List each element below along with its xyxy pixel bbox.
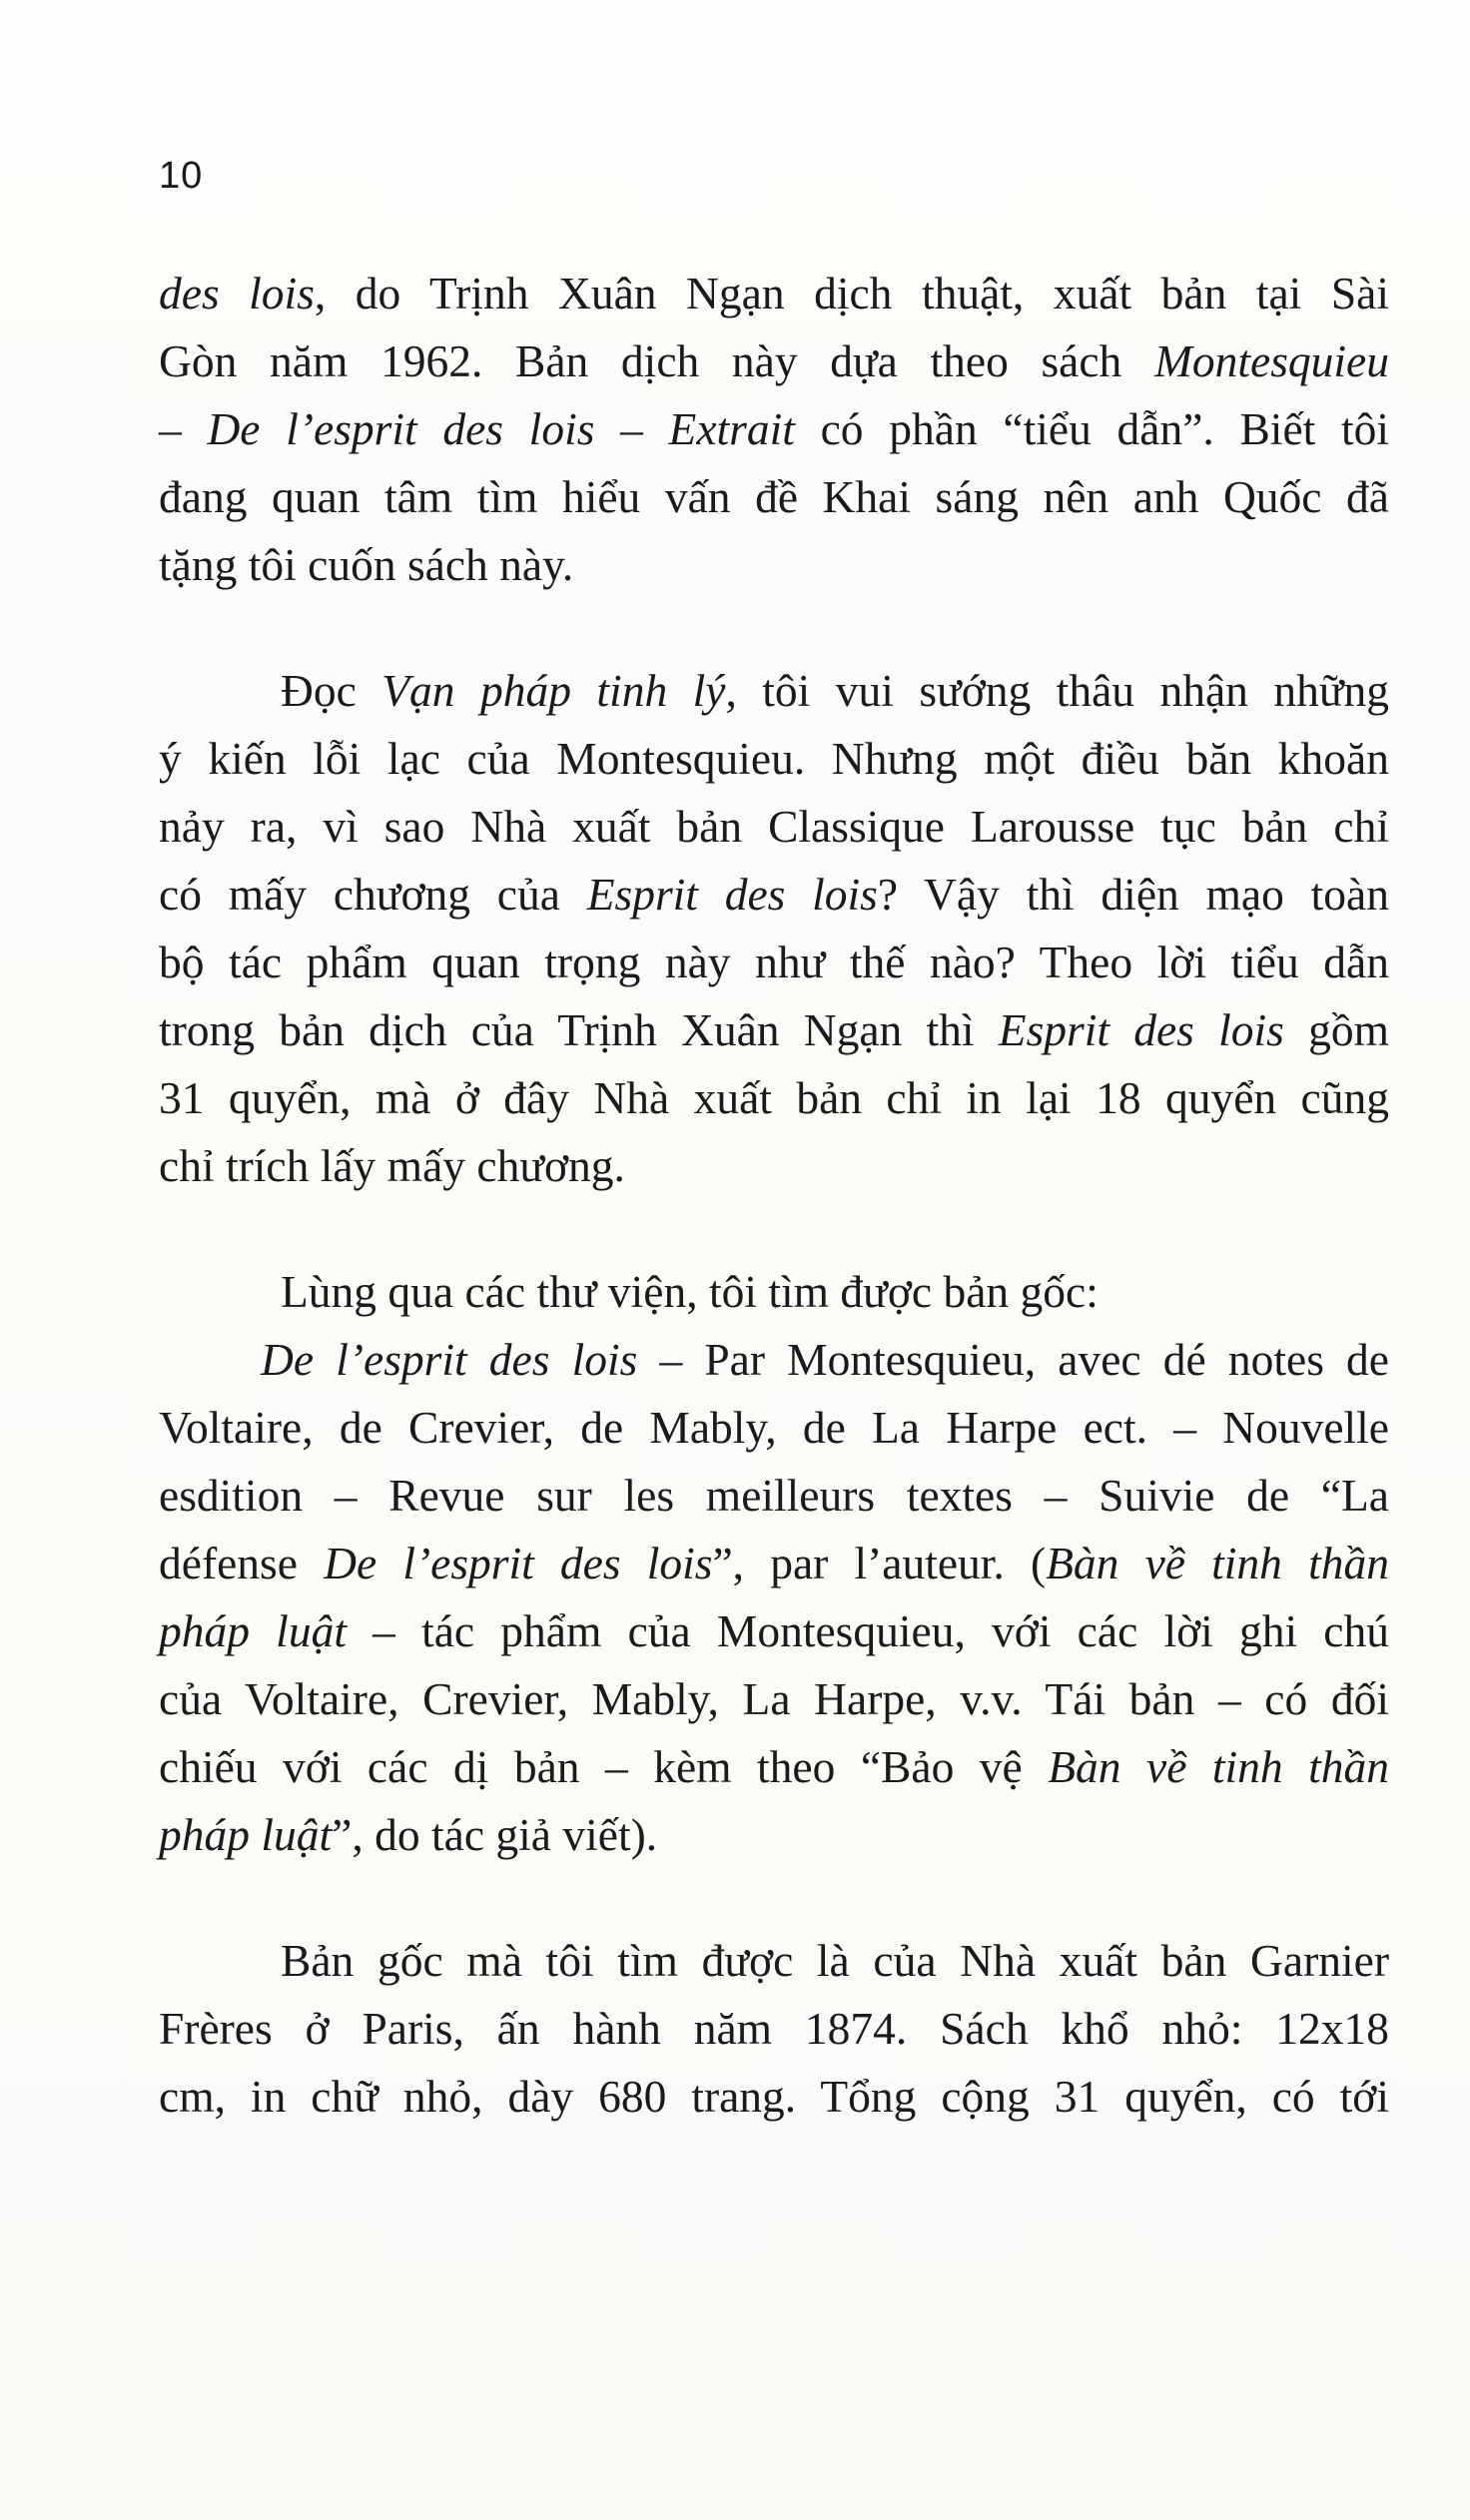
text-line: trong bản dịch của Trịnh Xuân Ngạn thì Esprit des lois gồm [159, 1004, 1389, 1055]
text-line: của Voltaire, Crevier, Mably, La Harpe, v.v. Tái bản – có đối [159, 1673, 1389, 1724]
text-line: – De l’esprit des lois – Extrait có phần “tiểu dẫn”. Biết tôi [159, 403, 1390, 454]
text-line: Voltaire, de Crevier, de Mably, de La Harpe ect. – Nouvelle [159, 1402, 1389, 1453]
italic-title: Bàn về tinh thần [1048, 1741, 1390, 1792]
text-line: bộ tác phẩm quan trọng này như thế nào? Theo lời tiểu dẫn [159, 937, 1389, 987]
text-line: chỉ trích lấy mấy chương. [159, 1140, 625, 1191]
text-line: 31 quyển, mà ở đây Nhà xuất bản chỉ in lại 18 quyển cũng [159, 1072, 1389, 1123]
text-line: esdition – Revue sur les meilleurs textes – Suivie de “La [159, 1470, 1389, 1521]
text-line: có mấy chương của Esprit des lois? Vậy thì diện mạo toàn [159, 869, 1389, 920]
italic-title: De l’esprit des lois – Extrait [207, 403, 795, 454]
text-line: défense De l’esprit des lois”, par l’auteur. (Bàn về tinh thần [159, 1538, 1389, 1588]
text-line: cm, in chữ nhỏ, dày 680 trang. Tổng cộng 31 quyển, có tới [159, 2071, 1389, 2122]
body-text [159, 260, 1389, 2131]
text-line: chiếu với các dị bản – kèm theo “Bảo vệ Bàn về tinh thần [159, 1741, 1390, 1792]
italic-title: Esprit des lois [998, 1004, 1284, 1055]
italic-title: pháp luật [159, 1605, 347, 1656]
italic-title: Vạn pháp tinh lý [381, 665, 726, 716]
text-line: Frères ở Paris, ấn hành năm 1874. Sách khổ nhỏ: 12x18 [159, 2003, 1389, 2054]
italic-title: De l’esprit des lois [261, 1334, 638, 1385]
paragraph-4 [159, 1927, 1389, 2131]
italic-title: Montesquieu [1153, 335, 1389, 386]
text-line: Đọc Vạn pháp tinh lý, tôi vui sướng thâu nhận những [281, 665, 1389, 716]
text-line: đang quan tâm tìm hiểu vấn đề Khai sáng nên anh Quốc đã [159, 471, 1389, 522]
paragraph-gap [159, 1869, 1389, 1927]
paragraph-2 [159, 657, 1389, 1200]
text-line: ý kiến lỗi lạc của Montesquieu. Nhưng một điều băn khoăn [159, 733, 1389, 784]
text-line: nảy ra, vì sao Nhà xuất bản Classique Larousse tục bản chỉ [159, 801, 1389, 852]
paragraph-1 [159, 260, 1389, 599]
italic-title: Esprit des lois [586, 869, 878, 920]
italic-title: De l’esprit des lois [324, 1538, 713, 1588]
text-line: tặng tôi cuốn sách này. [159, 539, 574, 590]
text-line: pháp luật”, do tác giả viết). [159, 1809, 658, 1860]
text-line: Lùng qua các thư viện, tôi tìm được bản gốc: [281, 1266, 1099, 1317]
text-line: des lois, do Trịnh Xuân Ngạn dịch thuật, xuất bản tại Sài [159, 268, 1389, 318]
text-line: Bản gốc mà tôi tìm được là của Nhà xuất bản Garnier [281, 1935, 1389, 1986]
text-line: pháp luật – tác phẩm của Montesquieu, với các lời ghi chú [159, 1605, 1389, 1656]
page-number: 10 [159, 155, 204, 197]
paragraph-3 [159, 1258, 1389, 1869]
italic-title: pháp luật [159, 1809, 333, 1860]
text-line: Gòn năm 1962. Bản dịch này dựa theo sách Montesquieu [159, 335, 1389, 386]
italic-title: Bàn về tinh thần [1046, 1538, 1389, 1588]
text-line: De l’esprit des lois – Par Montesquieu, avec dé notes de [261, 1334, 1389, 1385]
paragraph-gap [159, 599, 1389, 657]
italic-title: des lois [159, 268, 315, 318]
paragraph-gap [159, 1200, 1389, 1258]
